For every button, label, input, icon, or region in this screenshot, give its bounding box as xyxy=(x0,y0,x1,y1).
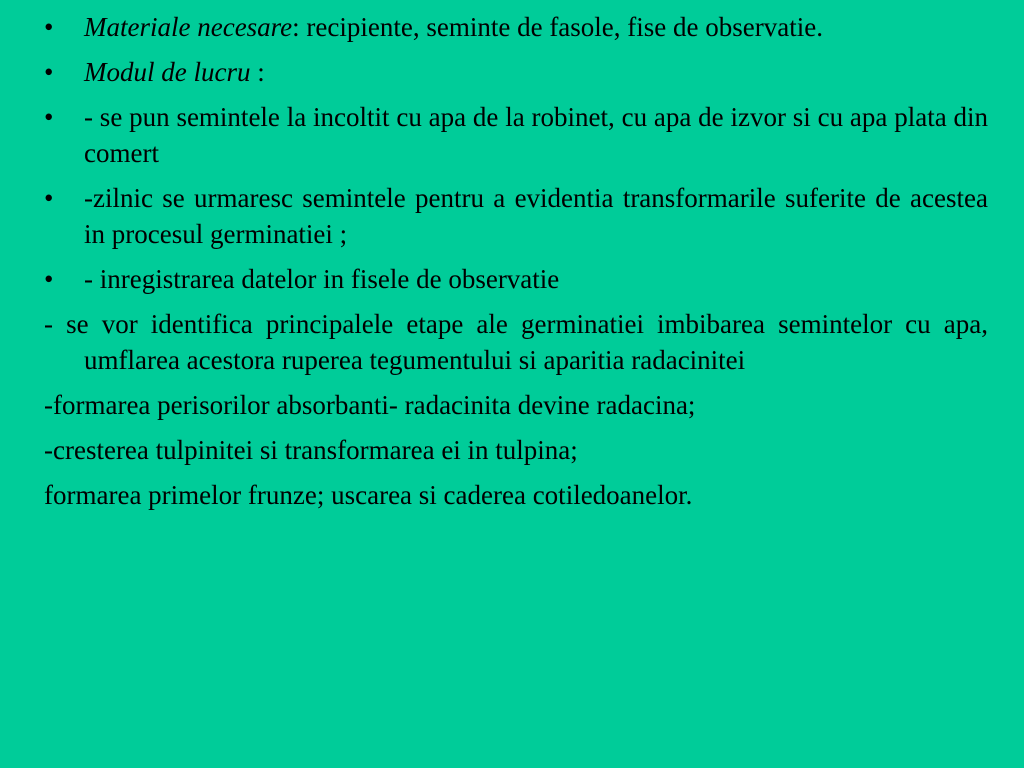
method-text: : xyxy=(250,57,265,87)
step-daily-text: -zilnic se urmaresc semintele pentru a evidentia transformarile suferite de acestea in procesul germinatiei ; xyxy=(84,183,988,249)
line-leaves: formarea primelor frunze; uscarea si caderea cotiledoanelor. xyxy=(44,480,693,510)
step-germination-text: - se pun semintele la incoltit cu apa de la robinet, cu apa de izvor si cu apa plata din comert xyxy=(84,102,988,168)
bullet-dot: • xyxy=(44,102,54,132)
bullet-dot: • xyxy=(44,57,54,87)
materials-label: Materiale necesare xyxy=(84,12,293,42)
bullet-dot: • xyxy=(44,264,54,294)
method-label: Modul de lucru xyxy=(84,57,251,87)
line-root-hairs: -formarea perisorilor absorbanti- radacinita devine radacina; xyxy=(44,390,696,420)
bullet-step-germination xyxy=(44,99,988,171)
bullet-step-record xyxy=(44,261,988,297)
bullet-method xyxy=(44,54,988,90)
bullet-step-daily xyxy=(44,180,988,252)
line-stem: -cresterea tulpinitei si transformarea ei in tulpina; xyxy=(44,435,578,465)
bullet-materials xyxy=(44,9,988,45)
step-record-text: - inregistrarea datelor in fisele de observatie xyxy=(84,264,560,294)
line-stages: - se vor identifica principalele etape ale germinatiei imbibarea semintelor cu apa, umflarea acestora ruperea tegumentului si aparitia radacinitei xyxy=(44,309,988,375)
materials-text: : recipiente, seminte de fasole, fise de observatie. xyxy=(292,12,823,42)
bullet-dot: • xyxy=(44,183,54,213)
bullet-dot: • xyxy=(44,12,54,42)
slide-content xyxy=(44,9,988,522)
